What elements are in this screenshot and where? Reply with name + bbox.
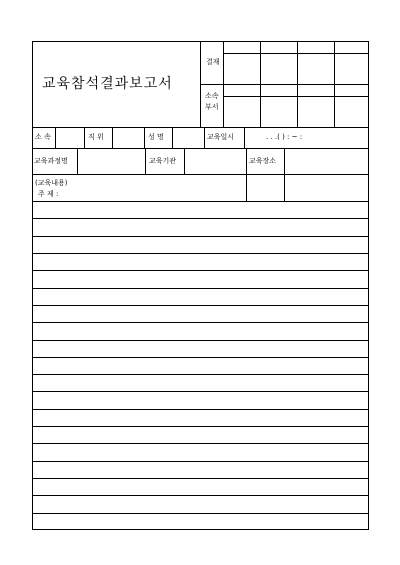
- row2-top-line: [32, 148, 369, 149]
- row1-divider-6: [204, 127, 205, 148]
- writing-line: [32, 218, 369, 219]
- name-label: 성 명: [148, 133, 164, 141]
- writing-line: [32, 391, 369, 392]
- dept-label-line1: 소속: [205, 92, 219, 100]
- writing-line: [32, 374, 369, 375]
- subject-label: 주 제 :: [38, 190, 59, 198]
- row2-divider-4: [246, 148, 247, 174]
- row2-divider-3: [184, 148, 185, 174]
- writing-line: [32, 236, 369, 237]
- row1-divider-7: [244, 127, 245, 148]
- row3-divider-1: [246, 174, 247, 201]
- writing-line: [32, 253, 369, 254]
- row1-divider-1: [55, 127, 56, 148]
- position-label: 직 위: [88, 133, 104, 141]
- writing-line: [32, 461, 369, 462]
- dept-label-line2: 부서: [205, 103, 219, 111]
- row2-divider-5: [284, 148, 285, 174]
- row3-divider-2: [284, 174, 285, 201]
- course-label: 교육과정명: [34, 157, 68, 165]
- row1-divider-2: [84, 127, 85, 148]
- writing-line: [32, 357, 369, 358]
- content-area-top-line: [32, 201, 369, 202]
- row2-divider-2: [145, 148, 146, 174]
- writing-line: [32, 288, 369, 289]
- row1-divider-4: [144, 127, 145, 148]
- writing-line: [32, 409, 369, 410]
- affiliation-label: 소 속: [35, 133, 51, 141]
- row1-top-line: [32, 127, 369, 128]
- row1-divider-3: [112, 127, 113, 148]
- writing-line: [32, 305, 369, 306]
- approval-line-2: [200, 84, 369, 85]
- row3-top-line: [32, 174, 369, 175]
- form-title: 교육참석결과보고서: [42, 76, 173, 92]
- date-label: 교육일시: [207, 133, 235, 141]
- writing-line: [32, 478, 369, 479]
- institution-label: 교육기관: [149, 157, 177, 165]
- writing-line: [32, 340, 369, 341]
- content-label: (교육내용): [35, 179, 68, 187]
- writing-line: [32, 513, 369, 514]
- venue-label: 교육장소: [249, 157, 277, 165]
- writing-line: [32, 443, 369, 444]
- approval-label: 결재: [206, 58, 220, 66]
- approval-line-3: [223, 96, 369, 97]
- writing-line: [32, 426, 369, 427]
- approval-line-1: [223, 53, 369, 54]
- writing-line: [32, 270, 369, 271]
- writing-line: [32, 495, 369, 496]
- row2-divider-1: [77, 148, 78, 174]
- row1-divider-5: [172, 127, 173, 148]
- date-time-template: . . .( ) : ~ :: [266, 133, 303, 141]
- report-form: [32, 41, 369, 530]
- writing-line: [32, 322, 369, 323]
